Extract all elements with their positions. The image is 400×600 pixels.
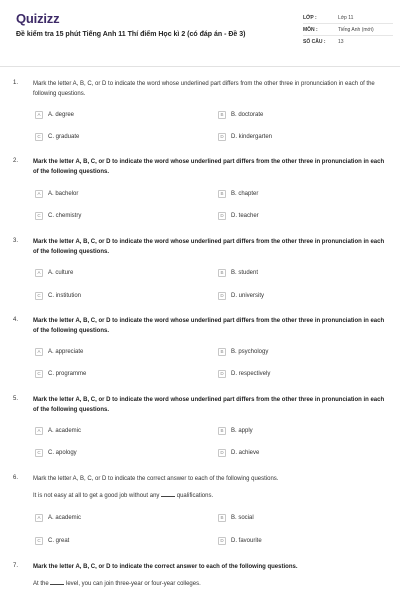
option-text: B. social <box>231 514 254 521</box>
sentence-before: At the <box>33 581 51 587</box>
option-text: B. student <box>231 269 259 276</box>
question-number: 7. <box>13 563 19 569</box>
option-text: D. respectively <box>231 370 271 377</box>
question-number: 2. <box>13 158 19 164</box>
option-text: D. achieve <box>231 449 260 456</box>
option-letter-box: B <box>218 348 226 356</box>
option-letter-box: B <box>218 190 226 198</box>
option-b[interactable] <box>218 110 263 119</box>
quizizz-logo: Quizizz <box>16 11 60 26</box>
option-c[interactable] <box>35 369 86 378</box>
option-text: C. programme <box>48 370 87 377</box>
meta-label: LỚP : <box>303 14 317 21</box>
meta-table <box>303 12 393 48</box>
option-b[interactable] <box>218 513 254 522</box>
question-prompt: Mark the letter A, B, C, or D to indicate the word whose underlined part differs from the other three in pronunciation in each of the following questions. <box>33 318 385 334</box>
option-b[interactable] <box>218 268 258 277</box>
option-d[interactable] <box>218 448 259 457</box>
option-text: C. great <box>48 537 70 544</box>
option-letter-box: C <box>35 370 43 378</box>
meta-row-subject <box>303 24 393 36</box>
option-letter-box: C <box>35 133 43 141</box>
option-letter-box: A <box>35 348 43 356</box>
option-text: B. psychology <box>231 348 269 355</box>
option-c[interactable] <box>35 448 77 457</box>
option-text: B. apply <box>231 427 253 434</box>
option-text: C. institution <box>48 292 82 299</box>
question-number: 6. <box>13 475 19 481</box>
sentence-after: level, you can join three-year or four-year colleges. <box>64 581 201 587</box>
worksheet-header <box>0 0 400 66</box>
option-letter-box: A <box>35 269 43 277</box>
option-a[interactable] <box>35 513 81 522</box>
option-a[interactable] <box>35 268 73 277</box>
option-b[interactable] <box>218 189 258 198</box>
option-c[interactable] <box>35 211 81 220</box>
meta-label: MÔN : <box>303 26 318 33</box>
sentence-before: It is not easy at all to get a good job without any <box>33 493 162 499</box>
option-letter-box: D <box>218 537 226 545</box>
document-title: Đề kiểm tra 15 phút Tiếng Anh 11 Thí điểm Học kì 2 (có đáp án - Đề 3) <box>16 31 246 38</box>
option-b[interactable] <box>218 347 268 356</box>
option-text: A. appreciate <box>48 348 84 355</box>
option-letter-box: D <box>218 370 226 378</box>
option-letter-box: A <box>35 427 43 435</box>
option-letter-box: B <box>218 269 226 277</box>
meta-value: 13 <box>338 39 344 45</box>
option-text: D. teacher <box>231 212 259 219</box>
option-letter-box: B <box>218 111 226 119</box>
meta-value: Tiếng Anh (mới) <box>338 26 374 33</box>
option-text: A. academic <box>48 514 82 521</box>
option-text: C. graduate <box>48 133 80 140</box>
question-number: 4. <box>13 317 19 323</box>
option-c[interactable] <box>35 536 69 545</box>
question-number: 1. <box>13 80 19 86</box>
option-letter-box: B <box>218 427 226 435</box>
option-c[interactable] <box>35 291 81 300</box>
question-prompt: Mark the letter A, B, C, or D to indicate the correct answer to each of the following questions. <box>33 476 279 482</box>
option-a[interactable] <box>35 426 81 435</box>
option-a[interactable] <box>35 110 74 119</box>
meta-row-class <box>303 12 393 24</box>
option-text: D. kindergarten <box>231 133 273 140</box>
option-d[interactable] <box>218 211 259 220</box>
option-text: C. apology <box>48 449 77 456</box>
option-letter-box: D <box>218 449 226 457</box>
option-letter-box: D <box>218 212 226 220</box>
option-text: D. university <box>231 292 265 299</box>
option-c[interactable] <box>35 132 79 141</box>
option-letter-box: C <box>35 449 43 457</box>
option-d[interactable] <box>218 369 270 378</box>
option-letter-box: C <box>35 537 43 545</box>
option-a[interactable] <box>35 347 83 356</box>
option-letter-box: A <box>35 190 43 198</box>
question-sentence <box>33 580 201 587</box>
option-text: A. degree <box>48 111 75 118</box>
option-letter-box: D <box>218 292 226 300</box>
option-d[interactable] <box>218 291 264 300</box>
question-prompt: Mark the letter A, B, C, or D to indicate the word whose underlined part differs from the other three in pronunciation in each of the following questions. <box>33 397 385 413</box>
option-text: A. culture <box>48 269 74 276</box>
meta-value: Lớp 11 <box>338 14 354 21</box>
option-b[interactable] <box>218 426 253 435</box>
question-sentence <box>33 492 213 499</box>
answer-blank <box>161 492 175 497</box>
question-prompt: Mark the letter A, B, C, or D to indicate the correct answer to each of the following questions. <box>33 564 298 570</box>
question-prompt: Mark the letter A, B, C, or D to indicate the word whose underlined part differs from the other three in pronunciation in each of the following questions. <box>33 81 375 97</box>
question-number: 5. <box>13 396 19 402</box>
option-text: A. academic <box>48 427 82 434</box>
header-divider <box>0 66 400 67</box>
meta-label: SỐ CÂU : <box>303 39 326 45</box>
option-letter-box: C <box>35 212 43 220</box>
option-d[interactable] <box>218 132 272 141</box>
option-letter-box: A <box>35 514 43 522</box>
option-text: B. chapter <box>231 190 259 197</box>
question-number: 3. <box>13 238 19 244</box>
option-text: D. favourite <box>231 537 262 544</box>
option-text: C. chemistry <box>48 212 82 219</box>
question-prompt: Mark the letter A, B, C, or D to indicate the word whose underlined part differs from the other three in pronunciation in each of the following questions. <box>33 159 385 175</box>
option-text: B. doctorate <box>231 111 264 118</box>
option-text: A. bachelor <box>48 190 79 197</box>
answer-blank <box>50 580 64 585</box>
option-letter-box: D <box>218 133 226 141</box>
sentence-after: qualifications. <box>175 493 214 499</box>
option-letter-box: B <box>218 514 226 522</box>
option-letter-box: C <box>35 292 43 300</box>
question-prompt: Mark the letter A, B, C, or D to indicate the word whose underlined part differs from the other three in pronunciation in each of the following questions. <box>33 239 385 255</box>
option-letter-box: A <box>35 111 43 119</box>
meta-row-count <box>303 36 393 48</box>
option-d[interactable] <box>218 536 262 545</box>
option-a[interactable] <box>35 189 78 198</box>
